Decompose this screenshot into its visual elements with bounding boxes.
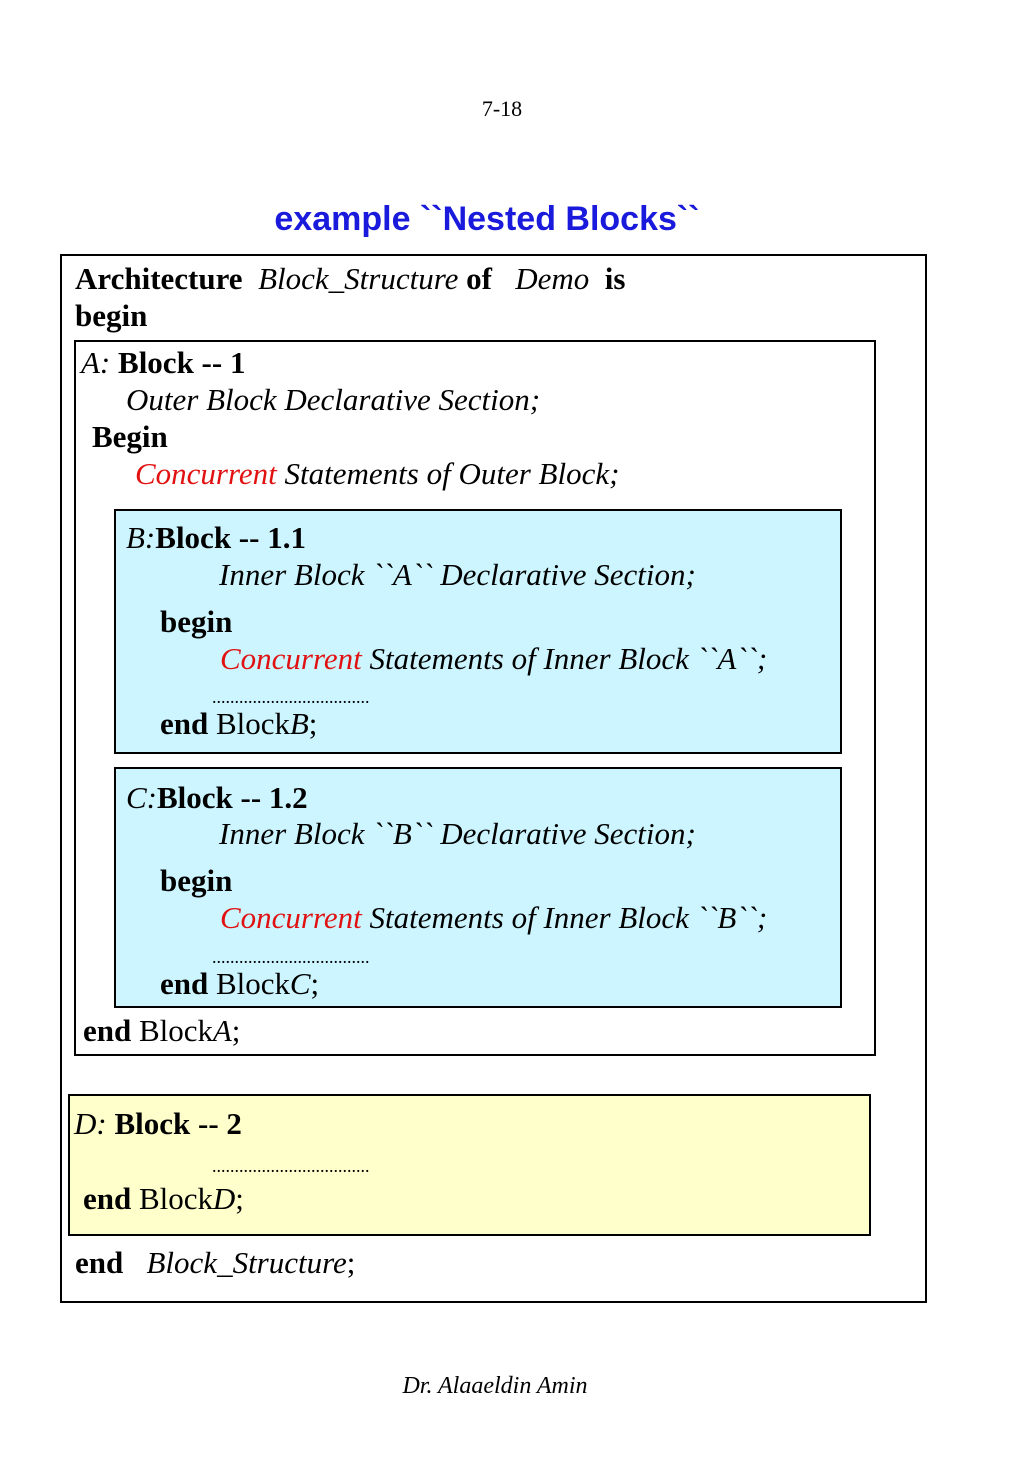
block-d-end-name: D: [212, 1181, 236, 1216]
architecture-end-name: Block_Structure: [146, 1245, 347, 1280]
keyword-architecture: Architecture: [75, 261, 243, 296]
block-d-end-semicolon: ;: [235, 1181, 244, 1216]
entity-name: Demo: [515, 261, 590, 296]
block-a-end-name: A: [212, 1013, 232, 1048]
block-c-ellipsis: ...................................: [212, 947, 370, 967]
block-c-end-block: Block: [216, 966, 291, 1001]
block-d-title-line: [74, 1106, 242, 1142]
block-a-end: [83, 1013, 240, 1049]
architecture-end-semicolon: ;: [346, 1245, 356, 1280]
block-b-begin: begin: [160, 604, 233, 639]
block-d-end-block: Block: [139, 1181, 214, 1216]
block-c-title: Block -- 1.2: [157, 780, 308, 815]
block-b-end-keyword: end: [160, 706, 209, 741]
block-b-end-name: B: [289, 706, 309, 741]
architecture-header: [75, 261, 625, 297]
block-b-title: Block -- 1.1: [155, 520, 306, 555]
block-b-concurrent: Concurrent: [220, 641, 362, 676]
block-a-declarative: Outer Block Declarative Section;: [126, 382, 541, 417]
block-b-end-block: Block: [216, 706, 291, 741]
block-a-statement: [135, 456, 619, 492]
keyword-of: of: [466, 261, 492, 296]
block-c-end-name: C: [289, 966, 311, 1001]
block-c-end: [160, 966, 319, 1002]
block-c-begin: begin: [160, 863, 233, 898]
block-a-statement-text: Statements of Outer Block;: [284, 456, 620, 491]
block-a-label: A:: [81, 345, 111, 380]
block-c-concurrent: Concurrent: [220, 900, 362, 935]
block-d-end: [83, 1181, 244, 1217]
architecture-begin: begin: [75, 298, 148, 333]
keyword-is: is: [604, 261, 626, 296]
block-a-end-keyword: end: [83, 1013, 132, 1048]
block-a-title: Block -- 1: [118, 345, 246, 380]
slide-title: example ``Nested Blocks``: [274, 200, 700, 238]
block-d-title: Block -- 2: [114, 1106, 242, 1141]
block-b-title-line: [126, 520, 306, 556]
block-c-end-keyword: end: [160, 966, 209, 1001]
block-a-end-semicolon: ;: [231, 1013, 241, 1048]
block-a-begin: Begin: [92, 419, 168, 454]
page-number: 7-18: [481, 96, 523, 121]
block-a-end-block: Block: [139, 1013, 214, 1048]
block-b-end: [160, 706, 317, 742]
block-b-ellipsis: ...................................: [212, 687, 370, 707]
block-a-title-line: [81, 345, 245, 381]
block-b-declarative: Inner Block ``A`` Declarative Section;: [219, 557, 696, 592]
block-b-end-semicolon: ;: [308, 706, 318, 741]
architecture-end: [75, 1245, 355, 1281]
block-c-statement: [220, 900, 767, 936]
block-a-concurrent: Concurrent: [135, 456, 277, 491]
block-b-label: B:: [126, 520, 156, 555]
block-c-declarative: Inner Block ``B`` Declarative Section;: [219, 816, 696, 851]
author-footer: Dr. Alaaeldin Amin: [402, 1373, 588, 1399]
architecture-name: Block_Structure: [258, 261, 459, 296]
block-c-statement-text: Statements of Inner Block ``B``;: [369, 900, 768, 935]
block-b-statement: [220, 641, 767, 677]
block-c-title-line: [126, 780, 308, 816]
block-c-label: C:: [126, 780, 157, 815]
block-d-ellipsis: ...................................: [212, 1156, 370, 1176]
block-c-end-semicolon: ;: [310, 966, 320, 1001]
block-d-end-keyword: end: [83, 1181, 132, 1216]
block-d-label: D:: [74, 1106, 107, 1141]
block-b-statement-text: Statements of Inner Block ``A``;: [369, 641, 768, 676]
architecture-end-keyword: end: [75, 1245, 124, 1280]
